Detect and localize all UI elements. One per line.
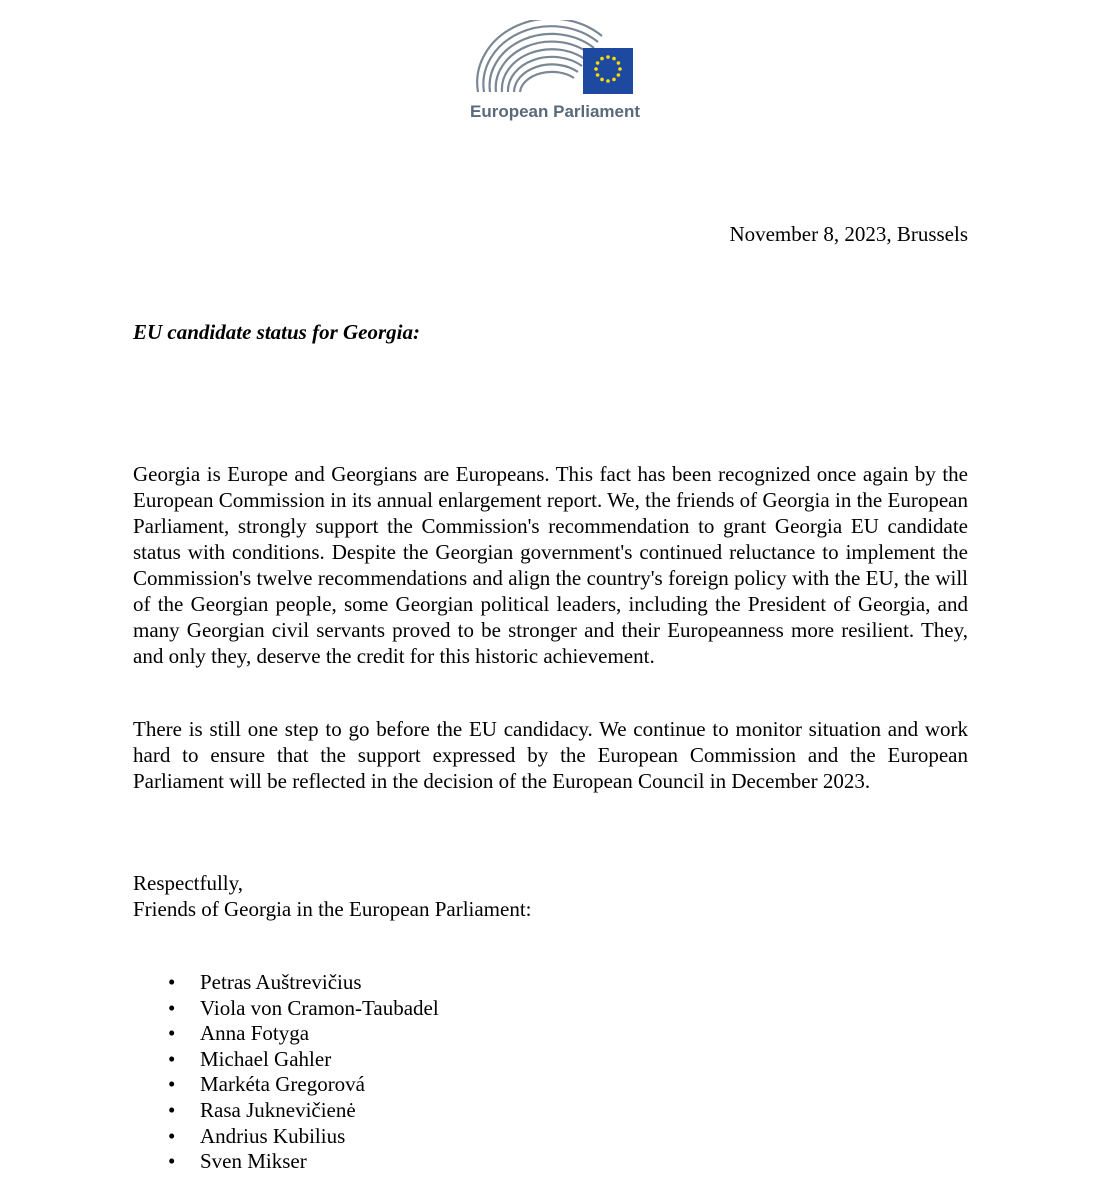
body-paragraph: Georgia is Europe and Georgians are Europeans. This fact has been recognized once again by the European Commission in its annual enlargement report. We, the friends of Georgia in the European Parliament, strongly support the Commission's recommendation to grant Georgia EU candidate status with conditions. Despite the Georgian government's continued reluctance to implement the Commission's twelve recommendations and align the country's foreign policy with the EU, the will of the Georgian people, some Georgian political leaders, including the President of Georgia, and many Georgian civil servants proved to be stronger and their Europeanness more resilient. They, and only they, deserve the credit for this historic achievement. xyxy=(133,462,968,668)
list-item xyxy=(133,1072,439,1098)
hemicycle-icon xyxy=(470,20,635,100)
signatory-name: Anna Fotyga xyxy=(200,1021,310,1046)
signatory-group: Friends of Georgia in the European Parliament: xyxy=(133,897,532,921)
signatory-name: Rasa Juknevičienė xyxy=(200,1097,356,1122)
logo-text: European Parliament xyxy=(470,102,641,121)
signatory-name: Petras Auštrevičius xyxy=(200,970,362,994)
bullet-icon: • xyxy=(168,1123,176,1148)
bullet-icon: • xyxy=(168,995,176,1020)
european-parliament-logo xyxy=(470,20,641,132)
closing-block xyxy=(133,870,532,922)
bullet-icon: • xyxy=(168,1021,176,1046)
body-paragraph: There is still one step to go before the EU candidacy. We continue to monitor situation and work hard to ensure that the support expressed by the European Commission and the European Parliament will be reflected in the decision of the European Council in December 2023. xyxy=(133,717,968,793)
bullet-icon: • xyxy=(168,1097,176,1122)
signatory-name: Andrius Kubilius xyxy=(200,1123,346,1148)
bullet-icon: • xyxy=(168,970,176,994)
list-item xyxy=(133,1047,439,1073)
letter-subject: EU candidate status for Georgia: xyxy=(133,320,421,344)
bullet-icon: • xyxy=(168,1072,176,1097)
list-item xyxy=(133,1021,439,1047)
letter-date: November 8, 2023, Brussels xyxy=(729,222,968,246)
list-item xyxy=(133,1124,439,1150)
list-item xyxy=(133,1149,439,1175)
signatory-name: Markéta Gregorová xyxy=(200,1072,366,1097)
list-item xyxy=(133,996,439,1022)
signatory-list xyxy=(133,970,439,1175)
signatory-name: Michael Gahler xyxy=(200,1046,332,1071)
bullet-icon: • xyxy=(168,1149,176,1174)
signatory-name: Viola von Cramon-Taubadel xyxy=(200,995,439,1020)
signatory-name: Sven Mikser xyxy=(200,1149,307,1174)
list-item xyxy=(133,970,439,996)
eu-flag-icon xyxy=(583,48,633,94)
bullet-icon: • xyxy=(168,1046,176,1071)
closing-salutation: Respectfully, xyxy=(133,871,244,895)
list-item xyxy=(133,1098,439,1124)
